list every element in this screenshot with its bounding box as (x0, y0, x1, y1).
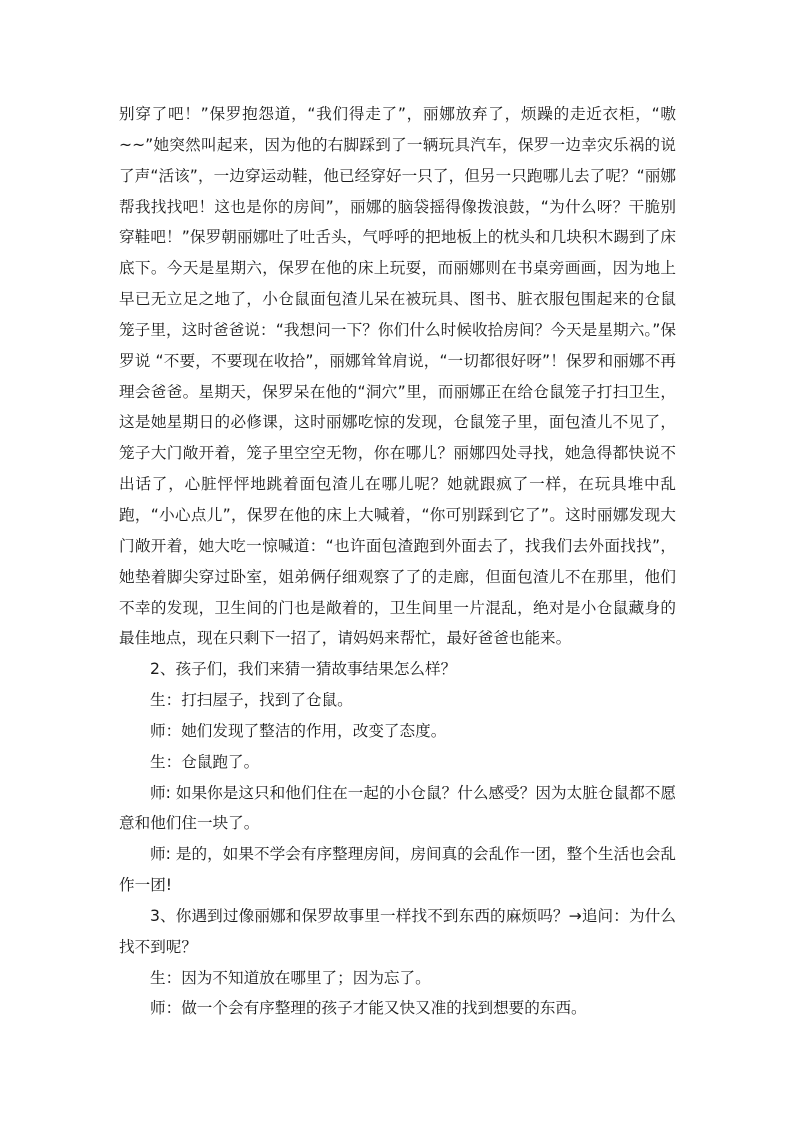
teacher-reply-4: 师：做一个会有序整理的孩子才能又快又准的找到想要的东西。 (150, 999, 587, 1018)
teacher-reply-3: 师: 是的，如果不学会有序整理房间，房间真的会乱作一团，整个生活也会乱作一团! (119, 845, 676, 895)
student-answer-1: 生：打扫屋子，找到了仓鼠。 (150, 691, 353, 710)
student-answer-3: 生：因为不知道放在哪里了；因为忘了。 (150, 968, 431, 987)
story-paragraph: 别穿了吧！”保罗抱怨道，“我们得走了”，丽娜放弃了，烦躁的走近衣柜，“嗷~~”她突然叫起来，因为他的右脚踩到了一辆玩具汽车，保罗一边幸灾乐祸的说了声“活该”，一边穿运动鞋，他已经穿好一只了，但另一只跑哪儿去了呢？“丽娜帮我找找吧！这也是你的房间”，丽娜的脑袋摇得像拨浪鼓，“为什么呀？干脆别穿鞋吧！”保罗朝丽娜吐了吐舌头，气呼呼的把地板上的枕头和几块积木踢到了床底下。今天是星期六，保罗在他的床上玩耍，而丽娜则在书桌旁画画，因为地上早已无立足之地了，小仓鼠面包渣儿呆在被玩具、图书、脏衣服包围起来的仓鼠笼子里，这时爸爸说：“我想问一下？你们什么时候收拾房间？今天是星期六。”保罗说 “不要，不要现在收拾”，丽娜耸耸肩说，“一切都很好呀”！保罗和丽娜不再理会爸爸。星期天，保罗呆在他的“洞穴”里，而丽娜正在给仓鼠笼子打扫卫生，这是她星期日的必修课，这时丽娜吃惊的发现，仓鼠笼子里，面包渣儿不见了，笼子大门敞开着，笼子里空空无物，你在哪儿？丽娜四处寻找，她急得都快说不出话了，心脏怦怦地跳着面包渣儿在哪儿呢？她就跟疯了一样，在玩具堆中乱跑，“小心点儿”，保罗在他的床上大喊着，“你可别踩到它了”。这时丽娜发现大门敞开着，她大吃一惊喊道：“也许面包渣跑到外面去了，找我们去外面找找”，她垫着脚尖穿过卧室，姐弟俩仔细观察了了的走廊，但面包渣儿不在那里，他们不幸的发现，卫生间的门也是敞着的，卫生间里一片混乱，绝对是小仓鼠藏身的最佳地点，现在只剩下一招了，请妈妈来帮忙，最好爸爸也能来。 (119, 105, 676, 648)
teacher-reply-2: 师: 如果你是这只和他们住在一起的小仓鼠？什么感受？因为太脏仓鼠都不愿意和他们住一块了。 (119, 783, 676, 833)
question-2-paragraph: 2、孩子们，我们来猜一猜故事结果怎么样？ (150, 660, 457, 679)
question-3-paragraph: 3、你遇到过像丽娜和保罗故事里一样找不到东西的麻烦吗？→追问：为什么找不到呢？ (119, 906, 676, 956)
document-page (119, 99, 676, 1024)
student-answer-2: 生：仓鼠跑了。 (150, 752, 260, 771)
teacher-reply-1: 师：她们发现了整洁的作用，改变了态度。 (150, 721, 447, 740)
